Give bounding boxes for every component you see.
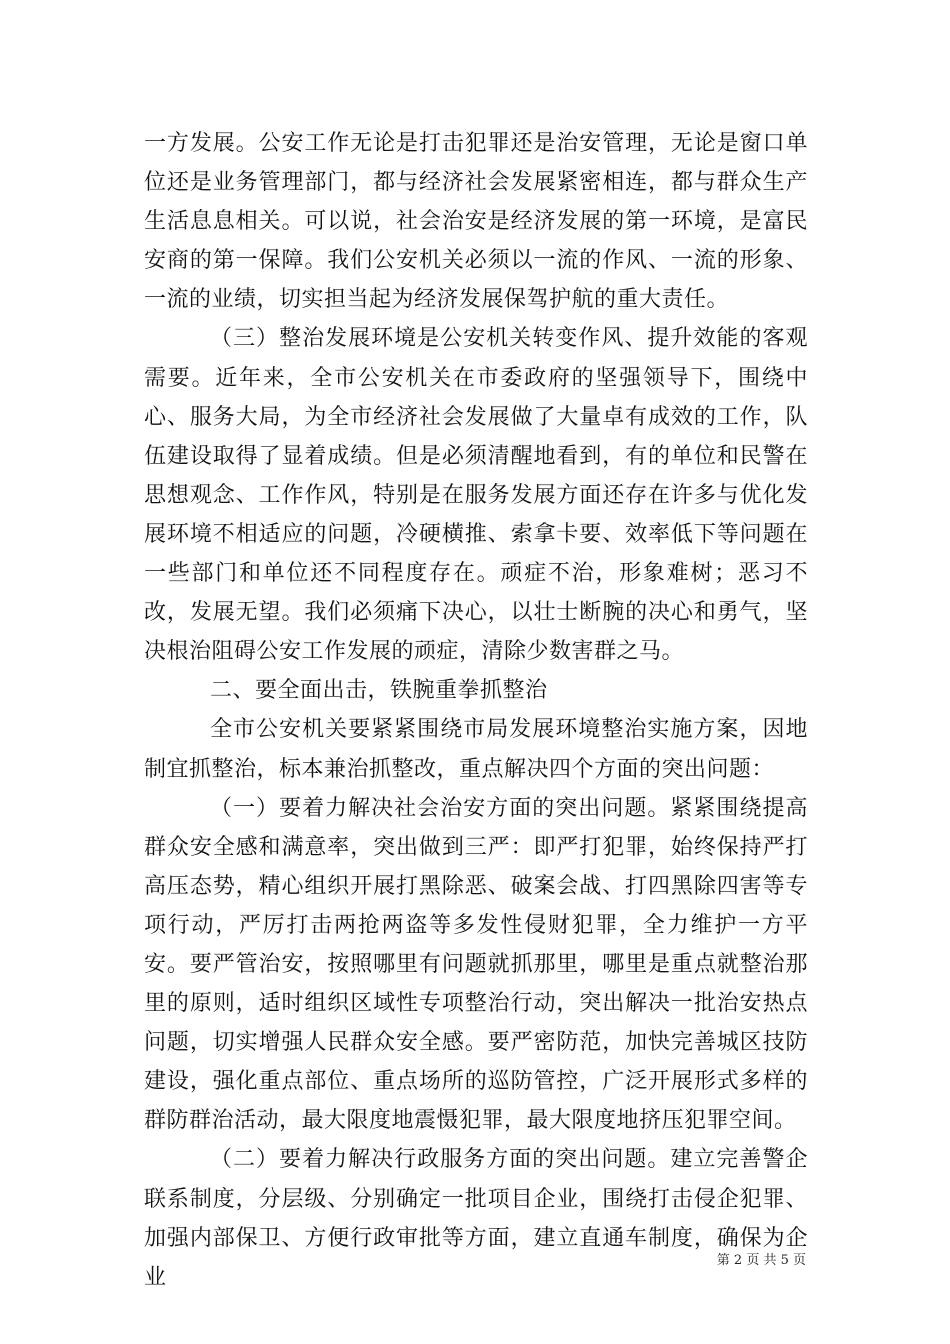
section-heading: 二、要全面出击，铁腕重拳抓整治 (210, 678, 548, 704)
document-body (144, 124, 808, 1297)
paragraph-1: 一方发展。公安工作无论是打击犯罪还是治安管理，无论是窗口单位还是业务管理部门，都与经济社会发展紧密相连，都与群众生产生活息息相关。可以说，社会治安是经济发展的第一环境，是富民安商的第一保障。我们公安机关必须以一流的作风、一流的形象、一流的业绩，切实担当起为经济发展保驾护航的重大责任。 (144, 131, 808, 313)
page-number-footer: 第 2 页 共 5 页 (716, 1253, 806, 1268)
paragraph-5: （二）要着力解决行政服务方面的突出问题。建立完善警企联系制度，分层级、分别确定一批项目企业，围绕打击侵企犯罪、加强内部保卫、方便行政审批等方面，建立直通车制度，确保为企业 (144, 1147, 808, 1290)
paragraph-3: 全市公安机关要紧紧围绕市局发展环境整治实施方案，因地制宜抓整治，标本兼治抓整改，重点解决四个方面的突出问题： (144, 717, 808, 782)
paragraph-4: （一）要着力解决社会治安方面的突出问题。紧紧围绕提高群众安全感和满意率，突出做到三严：即严打犯罪，始终保持严打高压态势，精心组织开展打黑除恶、破案会战、打四黑除四害等专项行动，严厉打击两抢两盗等多发性侵财犯罪，全力维护一方平安。要严管治安，按照哪里有问题就抓那里，哪里是重点就整治那里的原则，适时组织区域性专项整治行动，突出解决一批治安热点问题，切实增强人民群众安全感。要严密防范，加快完善城区技防建设，强化重点部位、重点场所的巡防管控，广泛开展形式多样的群防群治活动，最大限度地震慑犯罪，最大限度地挤压犯罪空间。 (144, 795, 808, 1134)
paragraph-2: （三）整治发展环境是公安机关转变作风、提升效能的客观需要。近年来，全市公安机关在市委政府的坚强领导下，围绕中心、服务大局，为全市经济社会发展做了大量卓有成效的工作，队伍建设取得了显着成绩。但是必须清醒地看到，有的单位和民警在思想观念、工作作风，特别是在服务发展方面还存在许多与优化发展环境不相适应的问题，冷硬横推、索拿卡要、效率低下等问题在一些部门和单位还不同程度存在。顽症不治，形象难树；恶习不改，发展无望。我们必须痛下决心，以壮士断腕的决心和勇气，坚决根治阻碍公安工作发展的顽症，清除少数害群之马。 (144, 326, 808, 665)
